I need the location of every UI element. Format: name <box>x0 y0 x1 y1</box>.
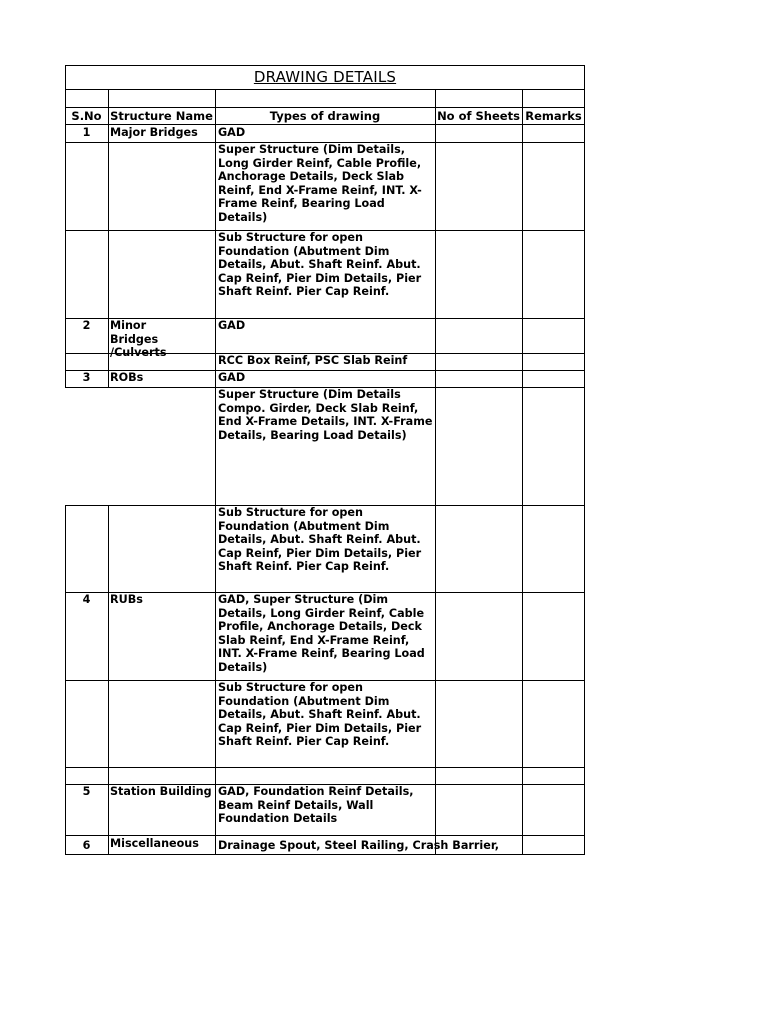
row-drawing-type: Sub Structure for open Foundation (Abutment Dim Details, Abut. Shaft Reinf. Abut. Cap Reinf, Pier Dim Details, Pier Shaft Reinf. Pier Cap Reinf. <box>218 506 422 573</box>
row-sno: 3 <box>82 371 91 384</box>
row-structure-name: ROBs <box>110 371 144 384</box>
row-drawing-type: Super Structure (Dim Details Compo. Girder, Deck Slab Reinf, End X-Frame Details, INT. X-Frame Details, Bearing Load Details) <box>218 388 433 442</box>
drawing-details-sheet <box>65 65 585 855</box>
row-structure-name: Minor Bridges /Culverts <box>110 319 167 359</box>
row-sno: 6 <box>82 839 91 852</box>
row-sno: 5 <box>82 785 91 798</box>
row-sno: 4 <box>82 593 91 606</box>
grid-line <box>108 89 109 387</box>
header-structure-name: Structure Name <box>110 109 213 123</box>
row-sno: 2 <box>82 319 91 332</box>
grid-line <box>584 65 585 855</box>
grid-line <box>65 854 585 855</box>
row-structure-name: Station Building <box>110 785 212 798</box>
row-structure-name: RUBs <box>110 593 143 606</box>
grid-line <box>65 767 585 768</box>
row-drawing-type: RCC Box Reinf, PSC Slab Reinf <box>218 354 408 367</box>
grid-line <box>108 505 109 855</box>
row-drawing-type: Drainage Spout, Steel Railing, Crash Barrier, <box>218 839 499 852</box>
row-drawing-type: GAD, Super Structure (Dim Details, Long Girder Reinf, Cable Profile, Anchorage Details, Deck Slab Reinf, End X-Frame Reinf, INT. X-Frame Reinf, Bearing Load Details) <box>218 593 425 674</box>
row-drawing-type: GAD <box>218 319 246 332</box>
grid-line <box>65 835 585 836</box>
header-remarks: Remarks <box>525 109 582 123</box>
row-sno: 1 <box>82 126 91 139</box>
grid-line <box>215 89 216 855</box>
row-drawing-type: GAD <box>218 126 246 139</box>
row-drawing-type: Sub Structure for open Foundation (Abutment Dim Details, Abut. Shaft Reinf. Abut. Cap Reinf, Pier Dim Details, Pier Shaft Reinf. Pier Cap Reinf. <box>218 231 422 298</box>
row-drawing-type: GAD, Foundation Reinf Details, Beam Reinf Details, Wall Foundation Details <box>218 785 414 825</box>
header-no-of-sheets: No of Sheets <box>437 109 520 123</box>
header-types-of-drawing: Types of drawing <box>269 109 381 123</box>
header-sno: S.No <box>71 109 102 123</box>
row-structure-name: Major Bridges <box>110 126 198 139</box>
grid-line <box>65 107 585 108</box>
row-drawing-type: Sub Structure for open Foundation (Abutment Dim Details, Abut. Shaft Reinf. Abut. Cap Reinf, Pier Dim Details, Pier Shaft Reinf. Pier Cap Reinf. <box>218 681 422 748</box>
row-structure-name: Miscellaneous <box>110 837 199 850</box>
grid-line <box>65 89 585 90</box>
page-title: DRAWING DETAILS <box>253 68 397 86</box>
grid-line <box>65 124 585 125</box>
row-drawing-type: Super Structure (Dim Details, Long Girder Reinf, Cable Profile, Anchorage Details, Deck Slab Reinf, End X-Frame Reinf, INT. X-Frame Reinf, Bearing Load Details) <box>218 143 422 224</box>
grid-line <box>65 505 66 855</box>
grid-line <box>522 89 523 855</box>
row-drawing-type: GAD <box>218 371 246 384</box>
